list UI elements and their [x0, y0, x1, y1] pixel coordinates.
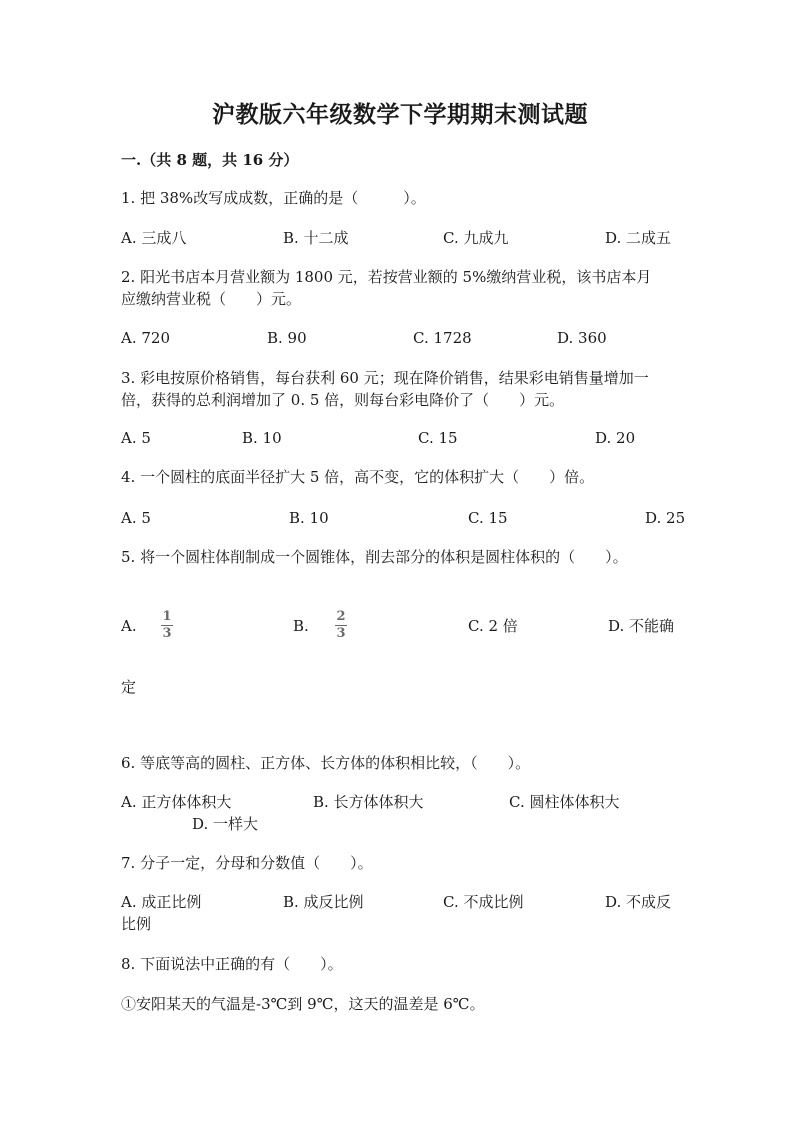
- fraction-denominator: 3: [162, 626, 172, 641]
- q2-option-b: B. 90: [267, 329, 307, 347]
- q7-option-a: A. 成正比例: [121, 893, 202, 911]
- q5-option-b-fraction: [335, 610, 347, 641]
- q5-option-d: D. 不能确: [608, 617, 675, 635]
- q1-option-d: D. 二成五: [605, 229, 672, 247]
- question-8-stem: 8. 下面说法中正确的有（ ）。: [121, 955, 343, 973]
- section-heading: 一.（共 8 题，共 16 分）: [121, 151, 299, 169]
- question-1-stem: 1. 把 38%改写成成数，正确的是（ ）。: [121, 189, 426, 207]
- question-3-stem-line-1: 3. 彩电按原价格销售，每台获利 60 元；现在降价销售，结果彩电销售量增加一: [121, 369, 649, 387]
- q5-option-a-fraction: [161, 610, 173, 641]
- q3-option-b: B. 10: [242, 429, 282, 447]
- q5-option-a-label: A.: [121, 617, 137, 635]
- q5-option-c: C. 2 倍: [468, 617, 518, 635]
- question-7-stem: 7. 分子一定，分母和分数值（ ）。: [121, 854, 373, 872]
- q5-option-d-continued: 定: [121, 678, 137, 696]
- q2-option-a: A. 720: [121, 329, 170, 347]
- q4-option-d: D. 25: [645, 509, 686, 527]
- q3-option-d: D. 20: [595, 429, 636, 447]
- q2-option-d: D. 360: [557, 329, 607, 347]
- question-2-stem-line-1: 2. 阳光书店本月营业额为 1800 元，若按营业额的 5%缴纳营业税，该书店本月: [121, 268, 652, 286]
- q1-option-b: B. 十二成: [283, 229, 349, 247]
- q7-option-c: C. 不成比例: [443, 893, 524, 911]
- q1-option-a: A. 三成八: [121, 229, 187, 247]
- fraction-denominator: 3: [336, 626, 346, 641]
- q6-option-d: D. 一样大: [192, 815, 259, 833]
- question-8-item-1: ①安阳某天的气温是-3℃到 9℃，这天的温差是 6℃。: [121, 995, 485, 1013]
- q7-option-d-continued: 比例: [121, 915, 152, 933]
- q6-option-b: B. 长方体体积大: [313, 793, 424, 811]
- q7-option-d: D. 不成反: [605, 893, 672, 911]
- q3-option-c: C. 15: [418, 429, 458, 447]
- q6-option-a: A. 正方体体积大: [121, 793, 232, 811]
- fraction-numerator: 2: [336, 609, 346, 624]
- q4-option-a: A. 5: [121, 509, 151, 527]
- page-title: 沪教版六年级数学下学期期末测试题: [212, 101, 588, 128]
- q5-option-b-label: B.: [293, 617, 309, 635]
- q6-option-c: C. 圆柱体体积大: [509, 793, 620, 811]
- question-2-stem-line-2: 应缴纳营业税（ ）元。: [121, 290, 302, 308]
- q2-option-c: C. 1728: [413, 329, 472, 347]
- q7-option-b: B. 成反比例: [283, 893, 364, 911]
- q1-option-c: C. 九成九: [443, 229, 509, 247]
- question-5-stem: 5. 将一个圆柱体削制成一个圆锥体，削去部分的体积是圆柱体积的（ ）。: [121, 548, 628, 566]
- question-6-stem: 6. 等底等高的圆柱、正方体、长方体的体积相比较，（ ）。: [121, 754, 531, 772]
- q3-option-a: A. 5: [121, 429, 151, 447]
- question-3-stem-line-2: 倍，获得的总利润增加了 0. 5 倍，则每台彩电降价了（ ）元。: [121, 391, 565, 409]
- question-4-stem: 4. 一个圆柱的底面半径扩大 5 倍，高不变，它的体积扩大（ ）倍。: [121, 468, 595, 486]
- q4-option-b: B. 10: [289, 509, 329, 527]
- q4-option-c: C. 15: [468, 509, 508, 527]
- fraction-numerator: 1: [162, 609, 172, 624]
